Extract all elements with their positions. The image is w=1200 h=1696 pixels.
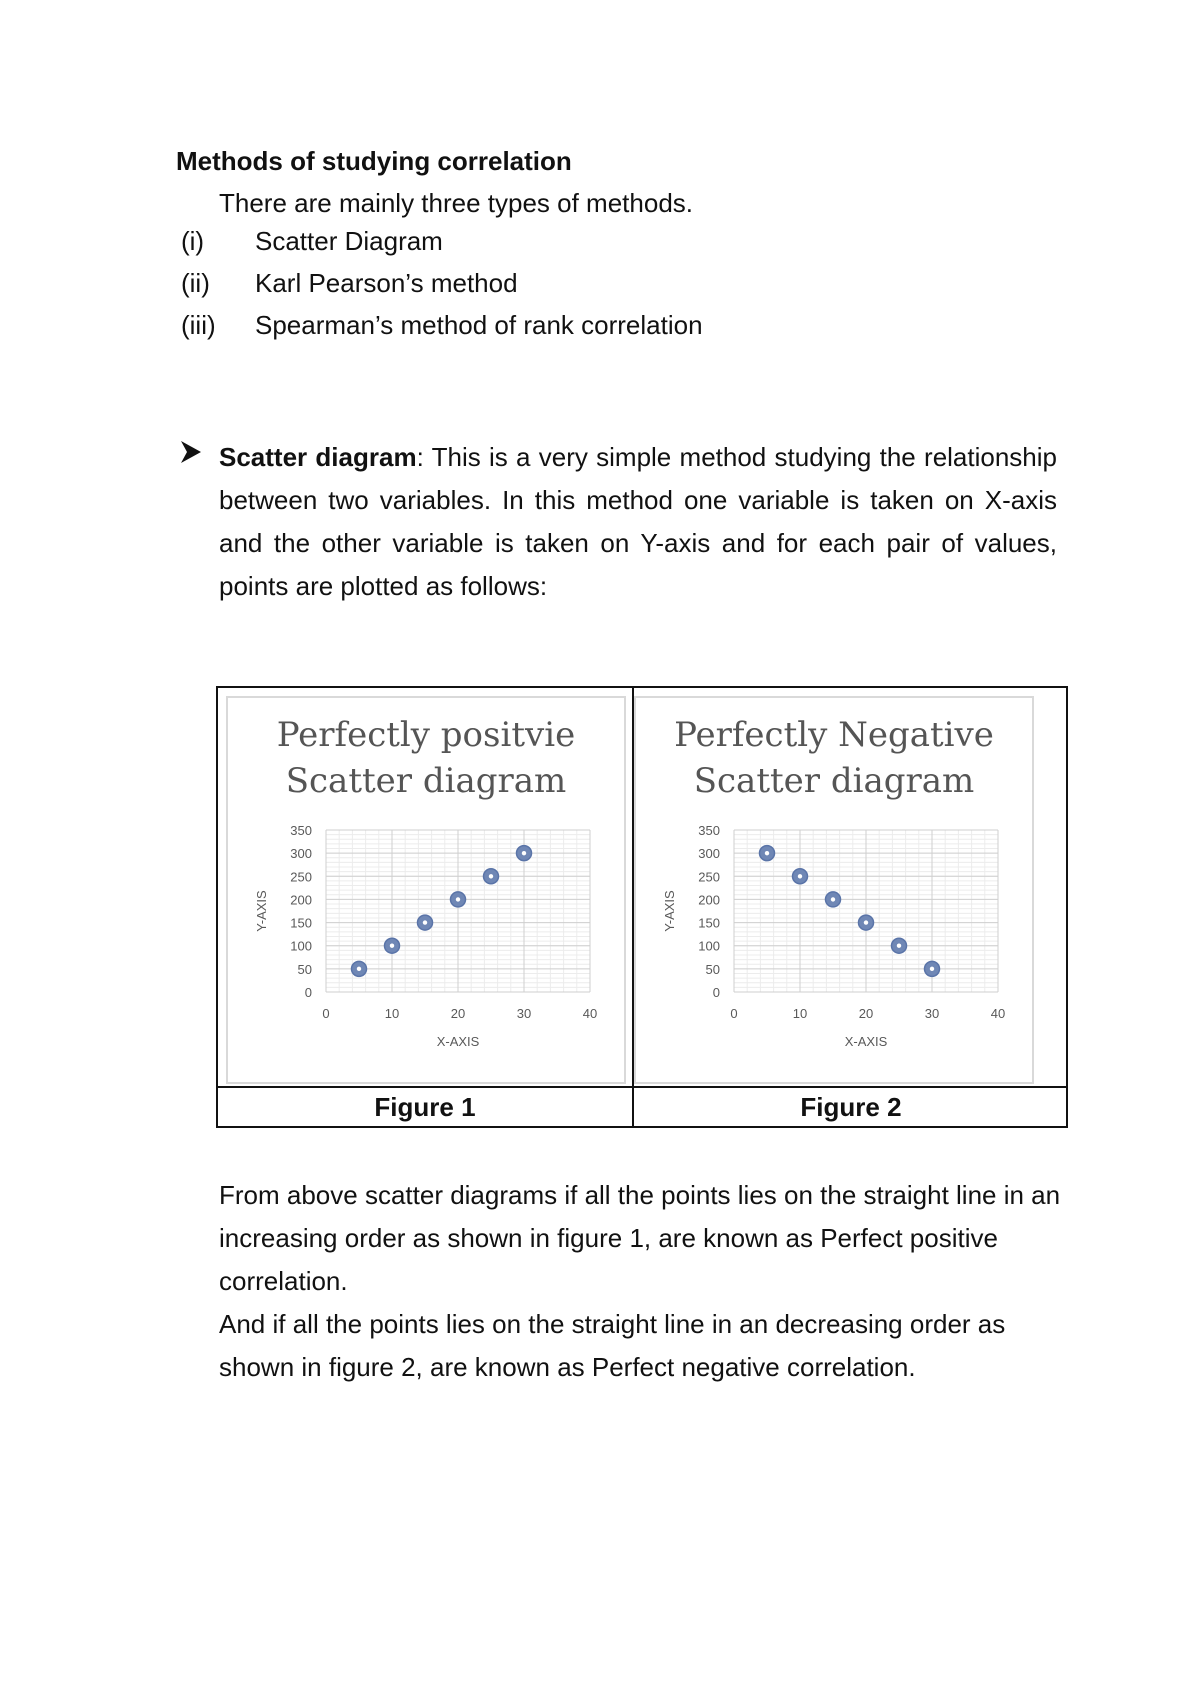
- y-tick-label: 0: [712, 985, 720, 1000]
- y-tick-label: 250: [290, 869, 312, 885]
- x-axis-label: X-AXIS: [436, 1034, 480, 1049]
- list-label: Karl Pearson’s method: [255, 268, 518, 298]
- x-tick-label: 30: [924, 1006, 940, 1021]
- x-tick-label: 40: [582, 1006, 598, 1021]
- conclusion-text: [219, 1174, 1069, 1389]
- y-axis-label: Y-AXIS: [662, 890, 677, 932]
- data-point-center: [456, 897, 460, 901]
- data-point-center: [897, 944, 901, 948]
- arrow-bullet-icon: [180, 440, 202, 468]
- x-tick-label: 0: [730, 1006, 738, 1021]
- data-point-center: [798, 874, 802, 878]
- table-caption-rule: [218, 1086, 1066, 1088]
- data-point-center: [390, 944, 394, 948]
- y-tick-label: 300: [290, 846, 312, 862]
- x-tick-label: 20: [450, 1006, 466, 1021]
- data-point-center: [357, 967, 361, 971]
- list-number: (i): [181, 226, 205, 256]
- x-tick-label: 40: [990, 1006, 1006, 1021]
- list-label: Spearman’s method of rank correlation: [255, 310, 703, 340]
- y-tick-label: 200: [698, 892, 720, 908]
- conclusion-paragraph: From above scatter diagrams if all the points lies on the straight line in an increasing order as shown in figure 1, are known as Perfect positive correlation.: [219, 1180, 1061, 1296]
- data-point-center: [423, 920, 427, 924]
- y-tick-label: 150: [290, 915, 312, 931]
- y-tick-label: 250: [698, 869, 720, 885]
- chart-title: Perfectly Negative Scatter diagram: [674, 715, 994, 801]
- chart-panel-negative: [634, 696, 1034, 1084]
- scatter-chart-positive: [228, 698, 624, 1082]
- scatter-diagram-paragraph: [219, 436, 1057, 608]
- list-item: [181, 226, 703, 268]
- y-tick-label: 100: [698, 938, 720, 954]
- scatter-term: Scatter diagram: [219, 442, 417, 472]
- y-tick-label: 50: [297, 961, 312, 977]
- y-tick-label: 50: [705, 961, 720, 977]
- x-tick-label: 10: [792, 1006, 808, 1021]
- figure-caption: Figure 2: [800, 1092, 902, 1122]
- data-point-center: [489, 874, 493, 878]
- y-tick-label: 100: [290, 938, 312, 954]
- scatter-chart-negative: [636, 698, 1032, 1082]
- x-tick-label: 30: [516, 1006, 532, 1021]
- scatter-description: : This is a very simple method studying the relationship between two variables. In this method one variable is taken on X-axis and the other variable is taken on Y-axis and for each pair of values, points are plotted as follows:: [219, 442, 1058, 601]
- data-point-center: [864, 920, 868, 924]
- list-number: (ii): [181, 268, 210, 298]
- intro-text: There are mainly three types of methods.: [219, 188, 694, 218]
- x-axis-label: X-AXIS: [844, 1034, 888, 1049]
- figure-table: [216, 686, 1068, 1128]
- conclusion-paragraph: And if all the points lies on the straight line in an decreasing order as shown in figure 2, are known as Perfect negative correlation.: [219, 1309, 1006, 1382]
- list-label: Scatter Diagram: [255, 226, 443, 256]
- y-tick-label: 350: [290, 823, 312, 838]
- y-tick-label: 0: [304, 985, 312, 1000]
- section-heading: Methods of studying correlation: [176, 146, 572, 176]
- x-tick-label: 20: [858, 1006, 874, 1021]
- methods-list: [181, 226, 703, 352]
- x-tick-label: 0: [322, 1006, 330, 1021]
- data-point-center: [522, 851, 526, 855]
- chart-panel-positive: [226, 696, 626, 1084]
- y-tick-label: 300: [698, 846, 720, 862]
- figure-caption: Figure 1: [374, 1092, 476, 1122]
- list-number: (iii): [181, 310, 216, 340]
- data-point-center: [831, 897, 835, 901]
- data-point-center: [930, 967, 934, 971]
- x-tick-label: 10: [384, 1006, 400, 1021]
- y-tick-label: 150: [698, 915, 720, 931]
- list-item: [181, 268, 703, 310]
- y-axis-label: Y-AXIS: [254, 890, 269, 932]
- chart-title: Perfectly positvie Scatter diagram: [276, 715, 576, 801]
- y-tick-label: 350: [698, 823, 720, 838]
- list-item: [181, 310, 703, 352]
- data-point-center: [765, 851, 769, 855]
- y-tick-label: 200: [290, 892, 312, 908]
